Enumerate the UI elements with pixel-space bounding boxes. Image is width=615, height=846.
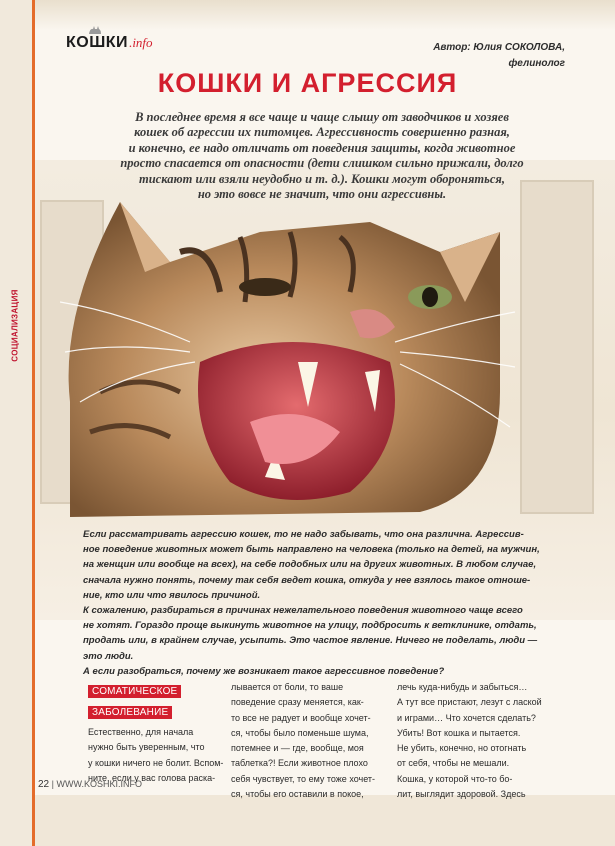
column-line: ните, если у вас голова раска- — [88, 772, 216, 783]
article-lead — [82, 110, 562, 202]
lead-line: но это вовсе не значит, что они агрессивны. — [197, 187, 447, 202]
text-column-3 — [397, 680, 565, 802]
article-body — [83, 527, 563, 679]
page-number: 22 — [38, 779, 50, 790]
lead-line: тискают или взяли неудобно и т. д.). Кошки могут обороняться, — [139, 171, 505, 186]
body-line: не хотят. Гораздо проще выкинуть животное на улицу, подбросить к ветклинике, отдать, — [83, 620, 537, 632]
column-line: Кошка, у которой что-то бо- — [397, 773, 513, 784]
subheading-line-1: СОМАТИЧЕСКОЕ — [88, 685, 181, 698]
author-name: Автор: Юлия СОКОЛОВА, — [433, 42, 565, 53]
lead-line: кошек об агрессии их питомцев. Агрессивность совершенно разная, — [134, 125, 510, 140]
logo-main: КОШКИ — [66, 34, 129, 51]
column-line: нужно быть уверенным, что — [88, 742, 205, 753]
column-line: себя чувствует, то ему тоже хочет- — [231, 773, 376, 784]
column-line: Не убить, конечно, но отогнать — [397, 743, 527, 754]
column-line: ся, чтобы его оставили в покое, — [231, 789, 364, 800]
article-title: КОШКИ И АГРЕССИЯ — [157, 68, 458, 98]
body-line: Если рассматривать агрессию кошек, то не надо забывать, что она различна. Агрессив- — [83, 529, 524, 540]
column-line: ся, чтобы было поменьше шума, — [231, 727, 369, 738]
lead-line: просто спасается от опасности (дети слишком сильно прижали, долго — [120, 156, 524, 171]
column-line: Убить! Вот кошка и пытается. — [397, 727, 521, 738]
bottom-band — [0, 795, 615, 846]
page-footer — [38, 779, 142, 790]
text-column-2 — [231, 680, 386, 802]
subheading-somatic — [88, 679, 196, 721]
section-tag — [4, 290, 26, 360]
column-line: у кошки ничего не болит. Вспом- — [88, 757, 224, 768]
left-margin-bar — [0, 0, 35, 846]
subheading-line-2: ЗАБОЛЕВАНИЕ — [88, 706, 172, 719]
body-line: на женщин или вообще на всех), на себе подобных или на других животных. В любом случае, — [83, 559, 537, 571]
column-line: и играми… Что хочется сделать? — [397, 712, 536, 723]
column-line: лечь куда-нибудь и забыться… — [397, 682, 528, 692]
column-line: Естественно, для начала — [88, 727, 194, 737]
section-tag-label: СОЦИАЛИЗАЦИЯ — [10, 288, 20, 362]
magazine-logo[interactable] — [66, 34, 153, 52]
column-line: А тут все пристают, лезут с лаской — [397, 697, 542, 708]
body-line: продать или, в крайнем случае, усыпить. Это частое явление. Ничего не поделать, люди — — [83, 635, 538, 647]
logo-cat-icon — [88, 25, 102, 35]
footer-site-link[interactable]: | WWW.KOSHKI.INFO — [51, 779, 142, 789]
column-line: то все не радует и вообще хочет- — [231, 712, 371, 723]
column-line: лывается от боли, то ваше — [231, 682, 344, 692]
body-line: К сожалению, разбираться в причинах нежелательного поведения животного чаще всего — [83, 605, 523, 617]
column-line: потемнее и — где, вообще, моя — [231, 743, 364, 754]
column-line: поведение сразу меняется, как- — [231, 697, 364, 708]
body-line: ние, кто или что явилось причиной. — [83, 589, 261, 601]
column-line: таблетка?! Если животное плохо — [231, 758, 368, 769]
text-column-1 — [88, 725, 224, 786]
body-line: сначала нужно понять, почему так себя ведет кошка, откуда у нее взялось такое отноше- — [83, 574, 531, 586]
column-line: от себя, чтобы не мешали. — [397, 758, 510, 769]
body-line: А если разобраться, почему же возникает такое агрессивное поведение? — [83, 665, 445, 677]
body-line: ное поведение животных может быть направлено на человека (только на детей, на мужчин, — [83, 544, 540, 556]
background-window-right — [520, 180, 594, 514]
author-role: фелинолог — [508, 58, 565, 69]
lead-line: В последнее время я все чаще и чаще слышу от заводчиков и хозяев — [135, 110, 509, 124]
hissing-cat-photo — [60, 192, 520, 517]
column-line: лит, выглядит здоровой. Здесь — [397, 789, 526, 800]
body-line: это люди. — [83, 650, 134, 662]
lead-line: и конечно, ее надо отличать от поведения защиты, когда животное — [128, 140, 516, 155]
logo-sub: .info — [129, 35, 153, 50]
